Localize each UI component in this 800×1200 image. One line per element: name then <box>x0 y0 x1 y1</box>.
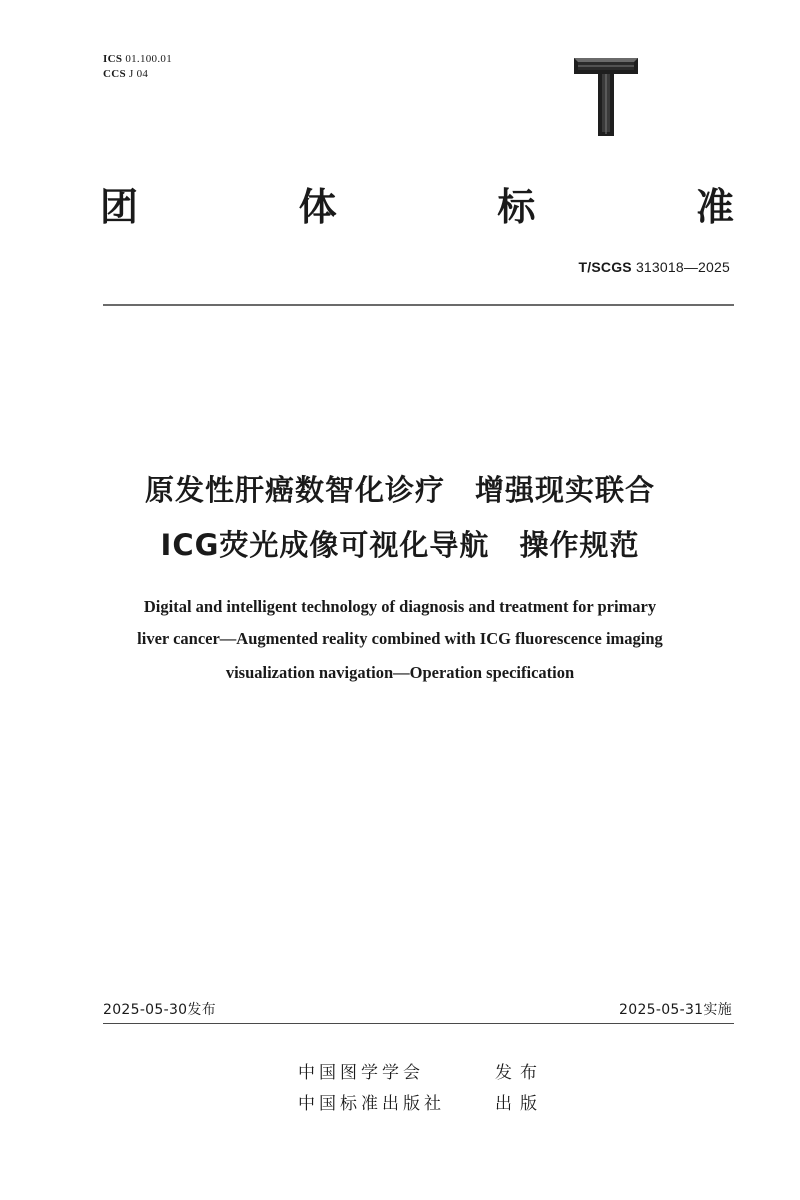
title-cn-line-1-part-a: 原发性肝癌数智化诊疗 <box>144 473 445 507</box>
standard-number-prefix: T/SCGS <box>578 259 632 275</box>
standard-type-heading <box>100 182 734 232</box>
ccs-label: CCS <box>103 68 126 80</box>
header-divider <box>103 304 734 306</box>
publishing-house: 中国标准出版社 <box>298 1094 445 1114</box>
publishing-role: 出版 <box>495 1094 545 1114</box>
standard-t-logo <box>568 50 648 140</box>
title-en-line-1: Digital and intelligent technology of diagnosis and treatment for primary <box>143 597 657 616</box>
title-cn-line-1 <box>0 468 800 509</box>
standard-type-char: 团 <box>100 185 139 229</box>
title-en-line-2: liver cancer—Augmented reality combined with ICG fluorescence imaging <box>137 629 663 648</box>
standard-number <box>579 259 730 275</box>
ccs-code <box>103 67 172 82</box>
standard-type-char: 体 <box>298 185 337 229</box>
standard-type-char: 准 <box>695 185 734 229</box>
ccs-value: J 04 <box>128 68 149 80</box>
classification-codes <box>103 52 172 82</box>
title-cn-line-2-part-b: 操作规范 <box>519 528 640 562</box>
issuing-organization: 中国图学学会 <box>298 1063 424 1083</box>
title-cn-line-2 <box>0 523 800 564</box>
standard-type-char: 标 <box>497 185 536 229</box>
title-cn-line-2-part-a: ICG荧光成像可视化导航 <box>160 528 490 562</box>
implementation-date: 2025-05-31实施 <box>619 1002 732 1018</box>
standard-number-value: 313018—2025 <box>635 259 730 275</box>
ics-label: ICS <box>103 53 123 65</box>
ics-value: 01.100.01 <box>125 53 173 65</box>
footer-divider <box>103 1023 734 1024</box>
issue-date: 2025-05-30发布 <box>103 1002 216 1018</box>
ics-code <box>103 52 172 67</box>
title-en-line-3: visualization navigation—Operation specification <box>225 663 575 682</box>
title-cn-line-1-part-b: 增强现实联合 <box>475 473 656 507</box>
issuing-role: 发布 <box>495 1063 545 1083</box>
